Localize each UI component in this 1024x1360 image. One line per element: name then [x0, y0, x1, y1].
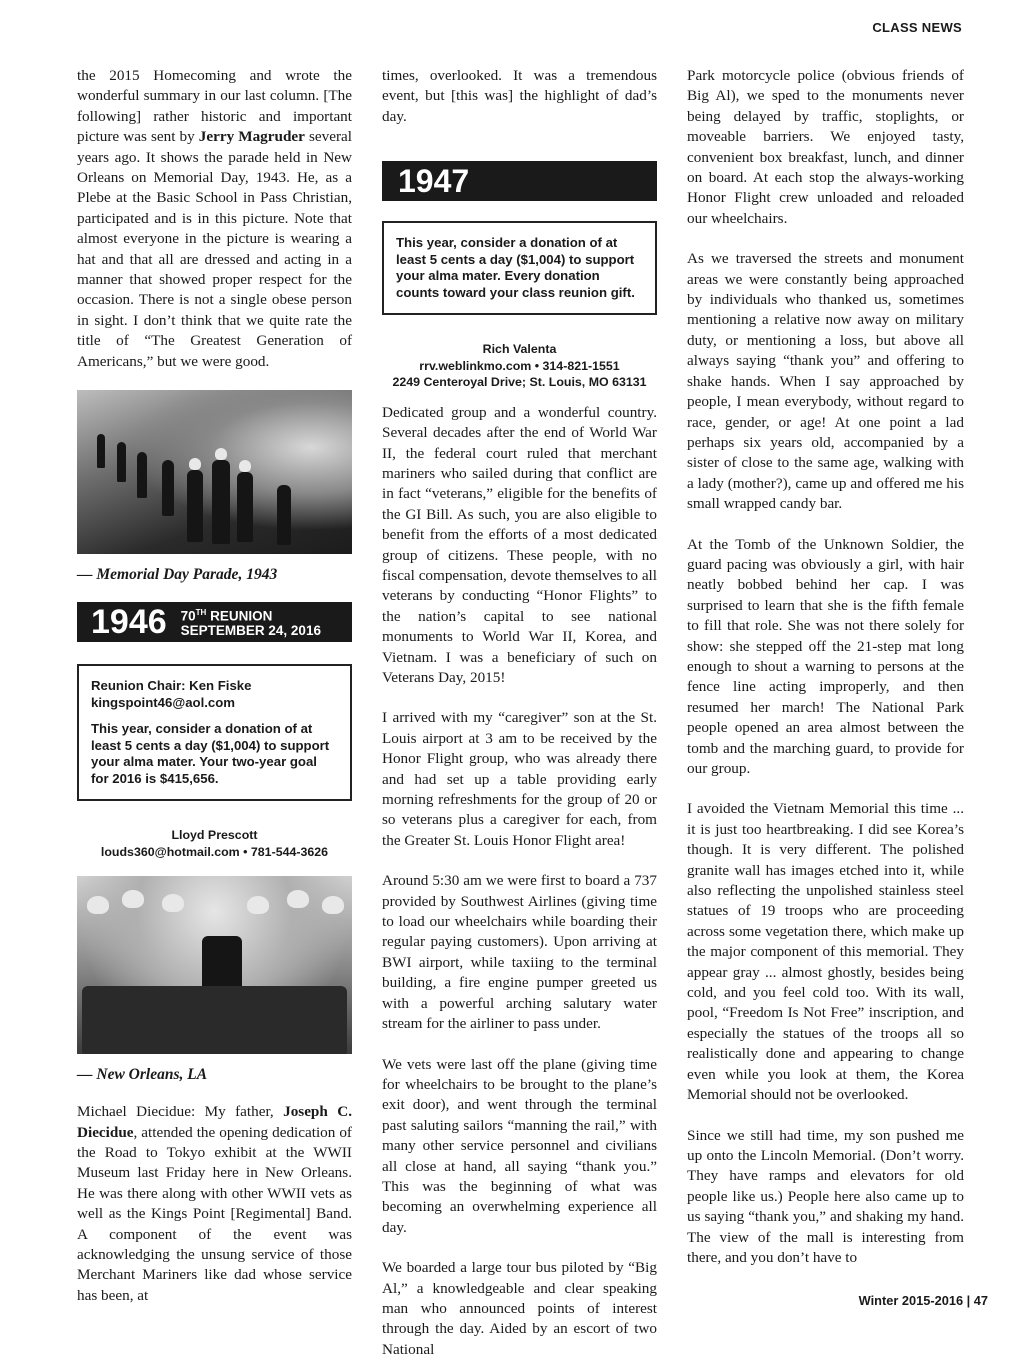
photo-caption: — New Orleans, LA: [77, 1066, 208, 1084]
contact-info[interactable]: louds360@hotmail.com • 781-544-3626: [100, 844, 329, 859]
column-3: [687, 66, 964, 1268]
article-paragraph: Dedicated group and a wonderful country. Several decades after the end of World War II, the federal court ruled that merchant mariners who sailed during that conflict are in fact “veterans,” eligible for the benefits of the GI Bill. As such, you are also eligible to benefit from the efforts of a most dedicated group of citizens. These people, with no fiscal compensation, devote themselves to all veterans by conducting “Honor Flights” to the nation’s capital to see national monuments to World War II, Korea, and Vietnam. I was a beneficiary of such on Veterans Day, 2015!: [382, 403, 657, 686]
column-2: [382, 66, 657, 1360]
article-paragraph: Park motorcycle police (obvious friends of Big Al), we sped to the monuments never being delayed by traffic, stoplights, or moveable barriers. We enjoyed tasty, convenient box breakfast, lunch, and dinner on board. At each stop the always-working Honor Flight crew unloaded and reloaded our wheelchairs.: [687, 67, 964, 227]
photo-caption: — Memorial Day Parade, 1943: [77, 566, 278, 584]
article-paragraph: We vets were last off the plane (giving time for wheelchairs to be brought to the plane’s exit door), and went through the terminal past saluting sailors “manning the rail,” with many other service personnel and civilians all close at hand, all saying “thank you.” This was the beginning of what was becoming an overwhelming experience all day.: [382, 1055, 657, 1236]
donation-box: [382, 221, 657, 315]
article-paragraph: the 2015 Homecoming and wrote the wonderful summary in our last column. [The following] rather historic and important picture was sent by Jerry Magruder several years ago. It shows the parade held in New Orleans on Memorial Day, 1943. He, as a Plebe at the Basic School in Pass Christian, participated and is in this picture. Note that almost everyone in the picture is wearing a hat and that all are dressed and acting in a manner that showed proper respect for the occasion. There is not a single obese person in sight. I don’t think that we quite rate the title of “The Greatest Generation of Americans,” but we were good.: [77, 67, 352, 370]
reunion-info: 70TH REUNION SEPTEMBER 24, 2016: [180, 608, 321, 638]
class-year: 1947: [398, 163, 470, 200]
section-label: CLASS NEWS: [872, 20, 962, 35]
column-1: [77, 66, 352, 1306]
article-paragraph: I arrived with my “caregiver” son at the St. Louis airport at 3 am to be received by the Honor Flight group, who was already there and had set up a table providing early morning refreshments for the group of 20 or so veterans plus a caregiver for each, from the Greater St. Louis Honor Flight area!: [382, 709, 657, 849]
class-contact: [77, 827, 352, 860]
donation-text: This year, consider a donation of at least 5 cents a day ($1,004) to support your alma mater. Every donation counts toward your class reunion gift.: [396, 235, 635, 300]
contact-web[interactable]: rrv.weblinkmo.com • 314-821-1551: [419, 358, 620, 373]
page-footer: Winter 2015-2016 | 47: [858, 1293, 988, 1308]
article-paragraph: Since we still had time, my son pushed me up onto the Lincoln Memorial. (Don’t worry. They have ramps and elevators for old people like us.) People here also came up to us saying “thank you,” and shaking my hand. The view of the mall is interesting from there, and you don’t have to: [687, 1126, 964, 1266]
article-paragraph: I avoided the Vietnam Memorial this time ... it is just too heartbreaking. I did see Korea’s though. It is very different. The polished granite wall has images etched into it, while also reflecting the unpolished stainless steel statues of 19 troops who are proceeding across some vegetation there, which make up the major component of this memorial. They appear gray ... almost ghostly, besides being cold, and you feel cold too. With its wall, pool, “Freedom Is Not Free” inscription, and especially the statues of the troops all so realistically done and appearing to change even while you look at them, the Korea Memorial should not be overlooked.: [687, 800, 964, 1104]
article-paragraph: We boarded a large tour bus piloted by “Big Al,” a knowledgeable and clear speaking man who announced points of interest through the day. Aided by an escort of two National: [382, 1259, 657, 1358]
donation-box: [77, 664, 352, 801]
article-paragraph: times, overlooked. It was a tremendous event, but [this was] the highlight of dad’s day.: [382, 67, 657, 125]
article-paragraph: As we traversed the streets and monument areas we were constantly being approached by individuals who thanked us, sometimes mentioning a relative now away on military duty, or mentioning a loss, but above all always saying “thank you” and offering to shake hands. When I say approached by people, I mean everybody, without regard to race, gender, or age! At one point a lad perhaps six years old, accompanied by a sister of close to the same age, walking with a lady (mother?), came up and offered me his small wrapped candy bar.: [687, 250, 964, 513]
class-year-banner: [382, 161, 657, 201]
contact-name: Lloyd Prescott: [171, 828, 258, 843]
class-contact: [382, 341, 657, 391]
contact-address: 2249 Centeroyal Drive; St. Louis, MO 63131: [392, 375, 647, 390]
parade-photo: [77, 390, 352, 554]
article-paragraph: Michael Diecidue: My father, Joseph C. Diecidue, attended the opening dedication of the Road to Tokyo exhibit at the WWII Museum last Friday here in New Orleans. He was there along with other WWII vets as well as the Kings Point [Regimental] Band. A component of the event was acknowledging the unsung service of those Merchant Mariners like dad whose service has been, at: [77, 1103, 352, 1304]
article-paragraph: At the Tomb of the Unknown Soldier, the guard pacing was obviously a girl, with hair neatly bobbed behind her cap. I was surprised to learn that she is the fifth female to fill that role. She was not there solely for show: she stepped off the 21-step mat long enough to shout a warning to persons at the fence line acting improperly, and then resumed her march! The National Park people opened an area almost between the tomb and the marching guard, to provide for our group.: [687, 535, 964, 777]
chair-email[interactable]: kingspoint46@aol.com: [91, 694, 236, 710]
contact-name: Rich Valenta: [482, 342, 557, 357]
group-photo: [77, 876, 352, 1054]
article-paragraph: Around 5:30 am we were first to board a 737 provided by Southwest Airlines (giving time to load our wheelchairs while boarding their regular paying customers). Upon arriving at BWI airport, while taxiing to the terminal building, a fire engine pumper greeted us with a powerful arching salutary water stream for the airliner to pass under.: [382, 872, 657, 1033]
class-year: 1946: [91, 603, 167, 642]
donation-text: This year, consider a donation of at least 5 cents a day ($1,004) to support your alma mater. Your two-year goal for 2016 is $415,656.: [91, 721, 330, 786]
reunion-chair: Reunion Chair: Ken Fiske: [91, 678, 252, 694]
class-year-banner: [77, 602, 352, 642]
